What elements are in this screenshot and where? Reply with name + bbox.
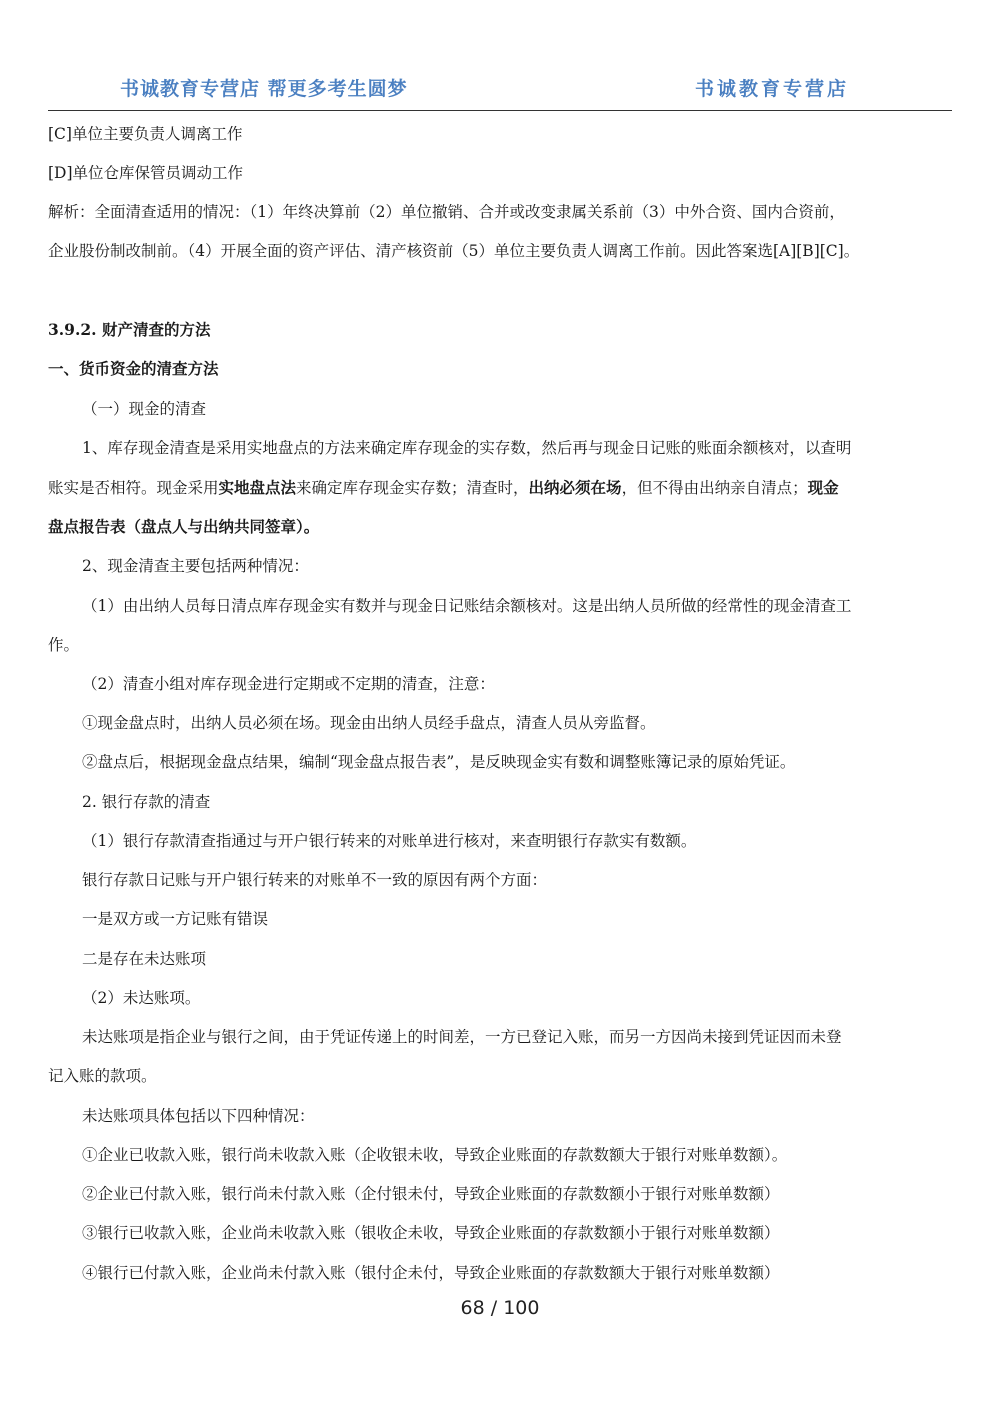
paragraph-bank-7: 未达账项具体包括以下四种情况： xyxy=(82,1107,315,1125)
section-title: 3.9.2. 财产清查的方法 xyxy=(48,320,211,339)
paragraph-cash-3-line-1: （1）由出纳人员每日清点库存现金实有数并与现金日记账结余额核对。这是出纳人员所做的经常性的现金清查工 xyxy=(82,597,852,615)
heading-monetary-funds: 一、货币资金的清查方法 xyxy=(48,359,219,378)
bold-text: 实地盘点法 xyxy=(218,478,297,497)
page-header xyxy=(48,70,952,112)
paragraph-cash-6: ②盘点后，根据现金盘点结果，编制“现金盘点报告表”，是反映现金实有数和调整账簿记录的原始凭证。 xyxy=(82,753,796,771)
paragraph-bank-1: （1）银行存款清查指通过与开户银行转来的对账单进行核对，来查明银行存款实有数额。 xyxy=(82,832,697,850)
bold-text: 现金 xyxy=(807,478,839,497)
option-d: [D]单位仓库保管员调动工作 xyxy=(48,164,244,182)
subheading-bank: 2. 银行存款的清查 xyxy=(82,793,211,811)
list-item: ③银行已收款入账，企业尚未收款入账（银收企未收，导致企业账面的存款数额小于银行对账单数额） xyxy=(82,1224,780,1242)
subheading-cash: （一）现金的清查 xyxy=(82,400,207,418)
option-c: [C]单位主要负责人调离工作 xyxy=(48,125,243,143)
page-number: 68 / 100 xyxy=(460,1297,540,1319)
paragraph-cash-5: ①现金盘点时，出纳人员必须在场。现金由出纳人员经手盘点，清查人员从旁监督。 xyxy=(82,714,656,732)
paragraph-cash-2: 2、现金清查主要包括两种情况： xyxy=(82,557,309,575)
text-segment: ，但不得由出纳亲自清点； xyxy=(621,479,808,497)
paragraph-bank-6-line-2: 记入账的款项。 xyxy=(48,1067,157,1085)
paragraph-bank-6-line-1: 未达账项是指企业与银行之间，由于凭证传递上的时间差，一方已登记入账，而另一方因尚未接到凭证因而未登 xyxy=(82,1028,842,1046)
paragraph-bank-4: 二是存在未达账项 xyxy=(82,950,207,968)
paragraph-bank-2: 银行存款日记账与开户银行转来的对账单不一致的原因有两个方面： xyxy=(82,871,548,889)
analysis-line-2: 企业股份制改制前。（4）开展全面的资产评估、清产核资前（5）单位主要负责人调离工作前。因此答案选[A][B][C]。 xyxy=(48,242,860,260)
paragraph-bank-5: （2）未达账项。 xyxy=(82,989,201,1007)
paragraph-cash-4: （2）清查小组对库存现金进行定期或不定期的清查，注意： xyxy=(82,675,495,693)
text-segment: 账实是否相符。现金采用 xyxy=(48,479,219,497)
paragraph-cash-1-line-2 xyxy=(48,478,839,498)
bold-text: 出纳必须在场 xyxy=(528,478,622,497)
analysis-line-1: 解析：全面清查适用的情况：（1）年终决算前（2）单位撤销、合并或改变隶属关系前（3）中外合资、国内合资前， xyxy=(48,203,845,221)
list-item: ②企业已付款入账，银行尚未付款入账（企付银未付，导致企业账面的存款数额小于银行对账单数额） xyxy=(82,1185,780,1203)
paragraph-bank-3: 一是双方或一方记账有错误 xyxy=(82,910,269,928)
paragraph-cash-1-line-3: 盘点报告表（盘点人与出纳共同签章）。 xyxy=(48,517,320,536)
paragraph-cash-3-line-2: 作。 xyxy=(48,636,80,654)
text-segment: 来确定库存现金实存数；清查时， xyxy=(296,479,529,497)
header-right-title: 书诚教育专营店 xyxy=(694,78,849,100)
paragraph-cash-1-line-1: 1、库存现金清查是采用实地盘点的方法来确定库存现金的实存数，然后再与现金日记账的账面余额核对，以查明 xyxy=(82,439,852,457)
header-divider xyxy=(48,110,952,111)
header-left-title: 书诚教育专营店 帮更多考生圆梦 xyxy=(120,78,408,100)
list-item: ①企业已收款入账，银行尚未收款入账（企收银未收，导致企业账面的存款数额大于银行对账单数额）。 xyxy=(82,1146,788,1164)
list-item: ④银行已付款入账，企业尚未付款入账（银付企未付，导致企业账面的存款数额大于银行对账单数额） xyxy=(82,1264,780,1282)
